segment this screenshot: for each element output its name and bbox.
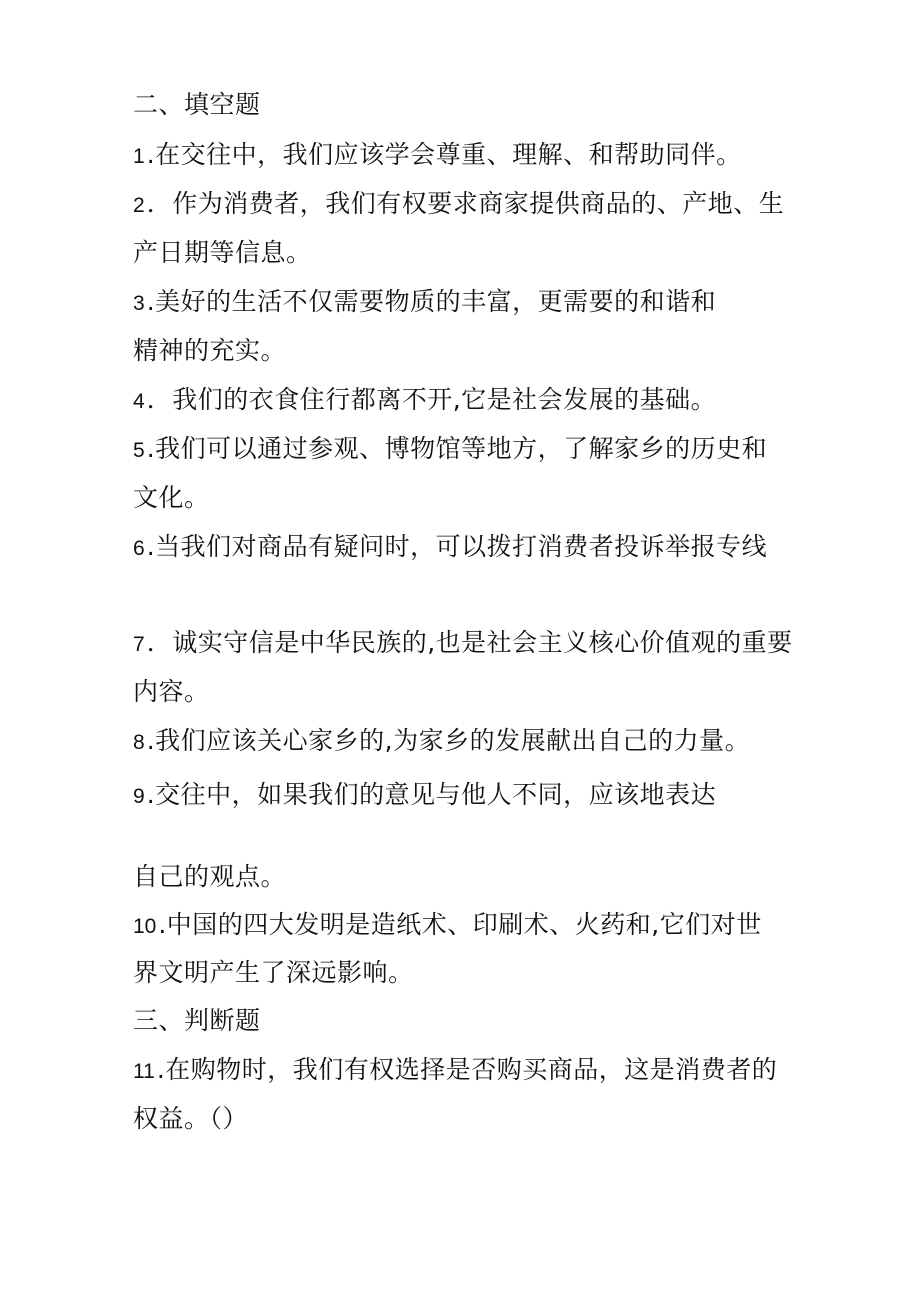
question-text: ．作为消费者，我们有权要求商家提供商品的、产地、生 [146, 189, 785, 218]
question-number: 4 [133, 390, 145, 413]
question-6 [133, 532, 767, 564]
question-5-continued: 文化。 [133, 483, 210, 512]
question-number: 1 [133, 145, 145, 168]
question-text: ．我们的衣食住行都离不开,它是社会发展的基础。 [146, 385, 717, 414]
question-number: 2 [133, 194, 145, 217]
question-8 [133, 726, 750, 758]
question-2-continued: 产日期等信息。 [133, 238, 312, 267]
question-11-continued: 权益。（） [133, 1104, 249, 1133]
question-number: 9 [133, 785, 145, 808]
question-7-continued: 内容。 [133, 677, 210, 706]
question-10 [133, 910, 762, 942]
question-2 [133, 189, 784, 221]
question-9-continued: 自己的观点。 [133, 862, 287, 891]
section-heading-true-false: 三、判断题 [133, 1006, 261, 1035]
question-text: .在购物时，我们有权选择是否购买商品，这是消费者的 [156, 1055, 778, 1084]
section-heading-fill-blank: 二、填空题 [133, 90, 261, 119]
question-10-continued: 界文明产生了深远影响。 [133, 958, 414, 987]
question-text: .当我们对商品有疑问时，可以拨打消费者投诉举报专线 [146, 532, 768, 561]
question-3 [133, 287, 716, 319]
question-text: .美好的生活不仅需要物质的丰富，更需要的和谐和 [146, 287, 717, 316]
question-number: 5 [133, 439, 145, 462]
question-text: .我们可以通过参观、博物馆等地方，了解家乡的历史和 [146, 434, 768, 463]
question-number: 8 [133, 731, 145, 754]
question-number: 11 [133, 1060, 155, 1083]
question-text: ．诚实守信是中华民族的,也是社会主义核心价值观的重要 [146, 628, 793, 657]
question-number: 6 [133, 537, 145, 560]
question-5 [133, 434, 767, 466]
question-3-continued: 精神的充实。 [133, 336, 287, 365]
question-7 [133, 628, 793, 660]
question-text: .我们应该关心家乡的,为家乡的发展献出自己的力量。 [146, 726, 751, 755]
question-text: .在交往中，我们应该学会尊重、理解、和帮助同伴。 [146, 140, 742, 169]
question-text: .交往中，如果我们的意见与他人不同，应该地表达 [146, 780, 717, 809]
question-1 [133, 140, 742, 172]
question-number: 10 [133, 915, 157, 938]
question-number: 7 [133, 633, 145, 656]
question-4 [133, 385, 716, 417]
question-9 [133, 780, 716, 812]
question-text: .中国的四大发明是造纸术、印刷术、火药和,它们对世 [158, 910, 762, 939]
question-number: 3 [133, 292, 145, 315]
question-11 [133, 1055, 777, 1087]
